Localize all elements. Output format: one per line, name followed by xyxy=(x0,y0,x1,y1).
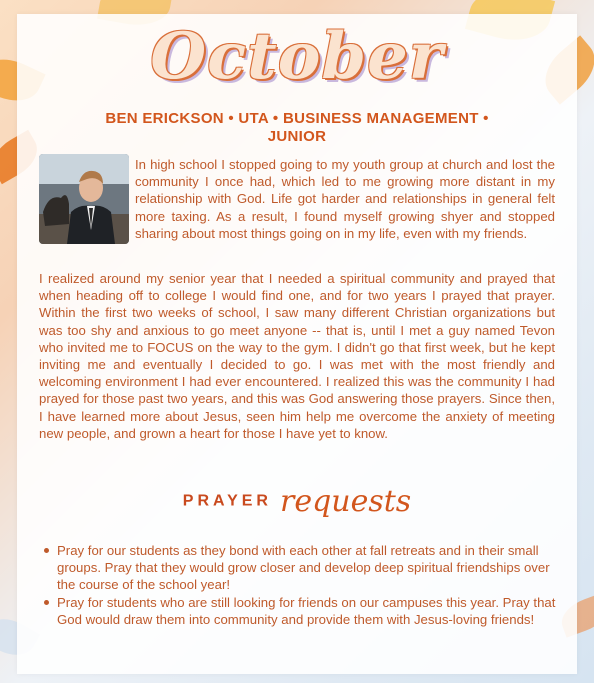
story-paragraph-1: In high school I stopped going to my youth group at church and lost the community I once had, which led to me growing more distant in my relationship with God. Life got harder and relationships in general felt more taxing. As a result, I found myself growing shyer and stopped sharing about most things going on in my life, even with my friends. xyxy=(135,157,555,241)
list-item: Pray for students who are still looking for friends on our campuses this year. Pray that God would draw them into community and provide them with Jesus-loving friends! xyxy=(57,594,571,628)
newsletter-card xyxy=(17,14,577,674)
list-item: Pray for our students as they bond with each other at fall retreats and in their small groups. Pray that they would grow closer and develop deep spiritual friendships over the course of the school year! xyxy=(57,542,571,594)
portrait-photo xyxy=(39,154,129,244)
prayer-requests-heading xyxy=(17,484,577,524)
prayer-requests-list xyxy=(41,542,571,628)
prayer-heading-word: PRAYER xyxy=(182,492,272,510)
portrait-photo-image xyxy=(39,154,129,244)
page-title: October xyxy=(150,19,444,94)
requests-heading-word: requests xyxy=(279,484,412,519)
byline: BEN ERICKSON • UTA • BUSINESS MANAGEMENT • JUNIOR xyxy=(105,110,489,145)
story-paragraph-2: I realized around my senior year that I needed a spiritual community and prayed that when heading off to college I would find one, and for two years I prayed that prayer. Within the first two weeks of school, I saw many different Christian organizations but was too shy and anxious to go meet anyone -- that is, until I met a guy named Tevon who invited me to FOCUS on the way to the gym. I didn't go that first week, but he kept inviting me and eventually I decided to go. I was met with the most friendly and welcoming environment I had ever encountered. I realized this was the community I had prayed for those past two years, and this was God answering those prayers. Since then, I have learned more about Jesus, seen him help me overcome the anxiety of meeting new people, and grown a heart for those I have yet to know. xyxy=(39,271,555,441)
